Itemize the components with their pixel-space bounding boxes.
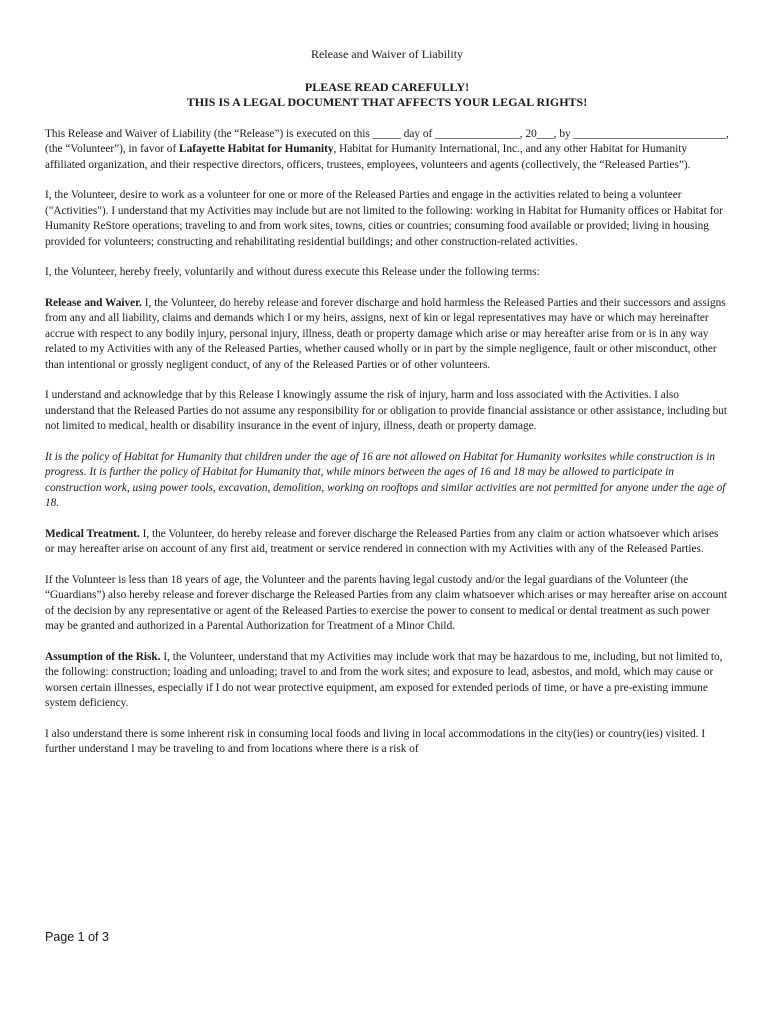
- terms-paragraph: I, the Volunteer, hereby freely, voluntarily and without duress execute this Release under the following terms:: [45, 266, 540, 278]
- risk-paragraph: I also understand there is some inherent risk in consuming local foods and living in local accommodations in the city(ies) or country(ies) visited. I further understand I may be traveling to and from locations where there is a risk of: [45, 727, 706, 755]
- assumption-text: I, the Volunteer, understand that my Activities may include work that may be hazardous to me, including, but not limited to, the following: construction; loading and unloading; travel to and from the work sites; and exposure to lead, asbestos, and mold, which may cause or worsen certain illnesses, especially if I do not wear protective equipment, am exposed for extended periods of time, or have a pre-existing immune system deficiency.: [45, 650, 723, 709]
- policy-paragraph: [45, 450, 729, 512]
- minor-paragraph: If the Volunteer is less than 18 years of age, the Volunteer and the parents having legal custody and/or the legal guardians of the Volunteer (the “Guardians”) also hereby release and forever discharge the Released Parties from any claim whatsoever which arises or may hereafter arise on account of the decision by any representative or agent of the Released Parties to exercise the power to consent to medical or dental treatment as such power may be granted and authorized in a Parental Authorization for Treatment of a Minor Child.: [45, 573, 728, 632]
- release-heading: Release and Waiver.: [45, 296, 142, 309]
- assumption-paragraph: [45, 650, 729, 712]
- organization-name: Lafayette Habitat for Humanity: [179, 143, 334, 155]
- notice-block: [45, 80, 729, 110]
- page-number: Page 1 of 3: [45, 930, 109, 944]
- intro-text-2: , Habitat for Humanity International, Inc., and any other Habitat for Humanity affiliated organization, and their respective directors, officers, trustees, employees, volunteers and agents (collectively, the “Released Parties”).: [45, 143, 691, 171]
- intro-paragraph: [45, 127, 729, 174]
- medical-paragraph: [45, 527, 729, 558]
- medical-heading: Medical Treatment.: [45, 527, 140, 540]
- document-body: [45, 47, 729, 773]
- assumption-heading: Assumption of the Risk.: [45, 650, 161, 663]
- notice-line-2: THIS IS A LEGAL DOCUMENT THAT AFFECTS YOUR LEGAL RIGHTS!: [186, 94, 588, 109]
- notice-line-1: PLEASE READ CAREFULLY!: [304, 79, 470, 94]
- release-text: I, the Volunteer, do hereby release and forever discharge and hold harmless the Released Parties and their successors and assigns from any and all liability, claims and demands which I or my heirs, assigns, next of kin or legal representatives may have or which may hereinafter accrue with respect to any bodily injury, personal injury, illness, death or property damage which arise or may hereafter arise from or is in any way related to my Activities with any of the Released Parties, whether caused wholly or in part by the simple negligence, fault or other misconduct, other than intentional or grossly negligent conduct, of any of the Released Parties or of other volunteers.: [45, 296, 726, 371]
- activities-paragraph: I, the Volunteer, desire to work as a volunteer for one or more of the Released Parties and engage in the activities related to being a volunteer ("Activities"). I understand that my Activities may include but are not limited to the following: working in Habitat for Humanity offices or Habitat for Humanity ReStore operations; traveling to and from work sites, towns, cities or countries; consuming food available or provided; living in housing provided for volunteers; constructing and rehabilitating residential buildings; and other construction-related activities.: [45, 189, 723, 248]
- acknowledge-paragraph: I understand and acknowledge that by this Release I knowingly assume the risk of injury, harm and loss associated with the Activities. I also understand that the Released Parties do not assume any responsibility for or obligation to provide financial assistance or other assistance, including but not limited to medical, health or disability insurance in the event of injury, illness, death or property damage.: [45, 389, 728, 432]
- intro-text-1: This Release and Waiver of Liability (the “Release”) is executed on this _____ day of _______________, 20___, by ___________________________, (the “Volunteer”), in favor of: [45, 127, 729, 155]
- medical-text: I, the Volunteer, do hereby release and forever discharge the Released Parties from any claim or action whatsoever which arises or may hereafter arise on account of any first aid, treatment or service rendered in connection with my Activities with any of the Released Parties.: [45, 527, 719, 555]
- document-title: Release and Waiver of Liability: [310, 47, 464, 61]
- release-paragraph: [45, 296, 729, 374]
- policy-text: It is the policy of Habitat for Humanity that children under the age of 16 are not allowed on Habitat for Humanity worksites while construction is in progress. It is further the policy of Habitat for Humanity that, while minors between the ages of 16 and 18 may be allowed to participate in construction work, using power tools, excavation, demolition, working on rooftops and similar activities are not permitted for anyone under the age of 18.: [45, 450, 726, 509]
